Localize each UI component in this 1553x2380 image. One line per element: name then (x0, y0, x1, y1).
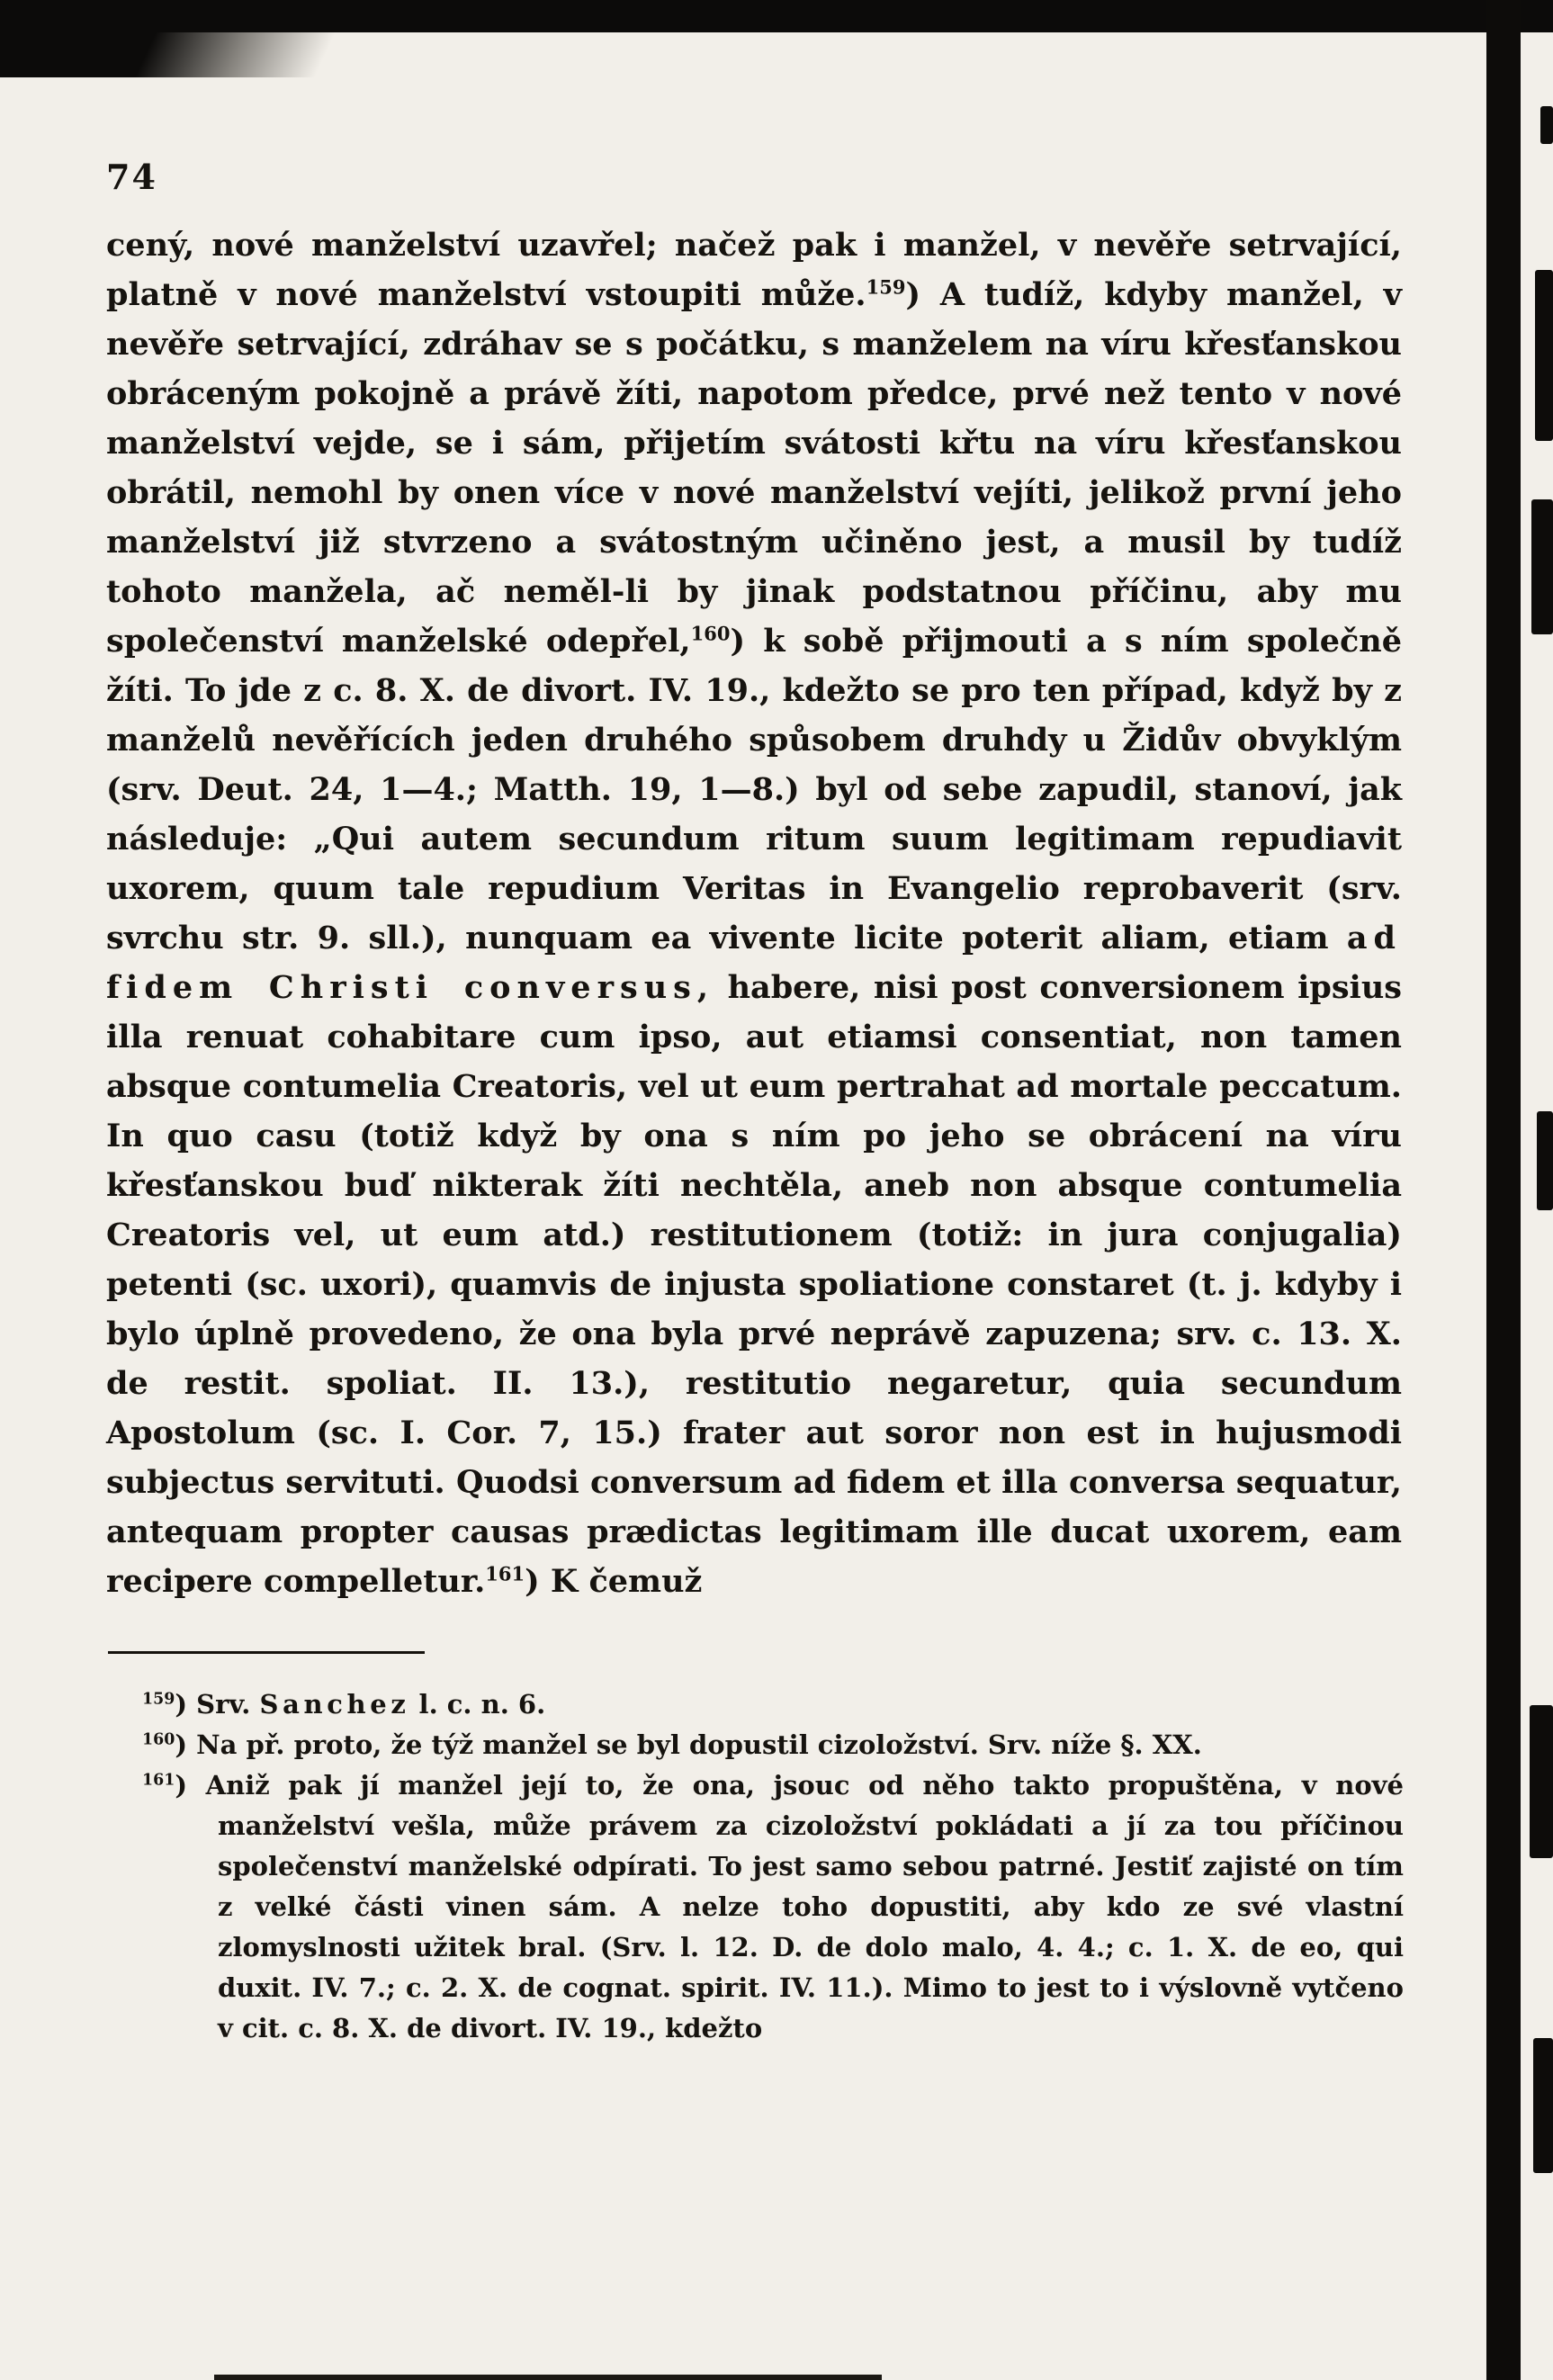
body-text-emphasis-spaced: ad fidem Christi conversus, (106, 920, 1402, 1006)
scan-edge-bottom (214, 2375, 882, 2380)
footnote-ref-161: 161 (485, 1562, 525, 1585)
body-text-run: ) K čemuž (525, 1563, 703, 1600)
footnote-159 (142, 1684, 1404, 1725)
scan-artifact (1533, 2038, 1553, 2173)
scan-artifact (1535, 270, 1553, 441)
body-text-run: cený, nové manželství uzavřel; načež pak i manžel, v nevěře setrvající, platně v nové manželství vstoupiti může. (106, 227, 1402, 313)
footnote-ref-160: 160 (690, 622, 731, 645)
scan-edge-top (0, 0, 1553, 32)
footnote-161 (142, 1765, 1404, 2049)
footnote-text: l. c. n. 6. (409, 1689, 546, 1720)
scan-artifact (1537, 1111, 1553, 1210)
footnote-text-spaced: Sanchez (259, 1689, 410, 1720)
footnote-ref-159: 159 (866, 275, 906, 299)
scan-edge-right-bar (1486, 0, 1521, 2380)
body-text-run: ) k sobě přijmouti a s ním společně žíti. To jde z c. 8. X. de divort. IV. 19., kdežto se pro ten případ, když by z manželů nevěřících jeden druhého spůsobem druhdy u Židův obvyklým (srv. Deut. 24, 1—4.; Matth. 19, 1—8.) byl od sebe zapudil, stanoví, jak následuje: „Qui autem secundum ritum suum legitimam repudiavit uxorem, quum tale repudium Veritas in Evangelio reprobaverit (srv. svrchu str. 9. sll.), nunquam ea vivente licite poterit aliam, etiam (106, 623, 1403, 956)
page-number: 74 (106, 157, 157, 197)
scan-artifact (1530, 1705, 1553, 1858)
footnote-marker: 161 (142, 1771, 175, 1790)
footnote-160 (142, 1725, 1404, 1765)
body-text-run: ) A tudíž, kdyby manžel, v nevěře setrvající, zdráhav se s počátku, s manželem na víru křesťanskou obráceným pokojně a právě žíti, napotom předce, prvé než tento v nové manželství vejde, se i sám, přijetím svátosti křtu na víru křesťanskou obrátil, nemohl by onen více v nové manželství vejíti, jelikož první jeho manželství již stvrzeno a svátostným učiněno jest, a musil by tudíž tohoto manžela, ač neměl-li by jinak podstatnou příčinu, aby mu společenství manželské odepřel, (106, 276, 1402, 660)
body-text-run: habere, nisi post conversionem ipsius illa renuat cohabitare cum ipso, aut etiamsi consentiat, non tamen absque contumelia Creatoris, vel ut eum pertrahat ad mortale peccatum. In quo casu (totiž když by ona s ním po jeho se obrácení na víru křesťanskou buď nikterak žíti nechtěla, aneb non absque contumelia Creatoris vel, ut eum atd.) restitutionem (totiž: in jura conjugalia) petenti (sc. uxori), quamvis de injusta spoliatione constaret (t. j. kdyby i bylo úplně provedeno, že ona byla prvé neprávě zapuzena; srv. c. 13. X. de restit. spoliat. II. 13.), restitutio negaretur, quia secundum Apostolum (sc. I. Cor. 7, 15.) frater aut soror non est in hujusmodi subjectus servituti. Quodsi conversum ad fidem et illa conversa sequatur, antequam propter causas prædictas legitimam ille ducat uxorem, eam recipere compelletur. (106, 969, 1402, 1600)
footnote-marker: 159 (142, 1690, 175, 1709)
footnote-text: ) Srv. (175, 1689, 260, 1720)
footnote-text: ) Aniž pak jí manžel její to, že ona, jsouc od něho takto propuštěna, v nové manželství vešla, může právem za cizoložství pokládati a jí za tou příčinou společenství manželské odpírati. To jest samo sebou patrné. Jestiť zajisté on tím z velké části vinen sám. A nelze toho dopustiti, aby kdo ze své vlastní zlomyslnosti užitek bral. (Srv. l. 12. D. de dolo malo, 4. 4.; c. 1. X. de eo, qui duxit. IV. 7.; c. 2. X. de cognat. spirit. IV. 11.). Mimo to jest to i výslovně vytčeno v cit. c. 8. X. de divort. IV. 19., kdežto (175, 1770, 1404, 2043)
scan-artifact (1540, 106, 1553, 144)
scan-artifact (1531, 499, 1553, 634)
body-paragraph (106, 220, 1402, 1606)
footnotes-section (142, 1684, 1404, 2049)
footnote-separator-rule (108, 1651, 425, 1654)
footnote-text: ) Na př. proto, že týž manžel se byl dopustil cizoložství. Srv. níže §. XX. (175, 1729, 1202, 1760)
footnote-marker: 160 (142, 1730, 175, 1749)
